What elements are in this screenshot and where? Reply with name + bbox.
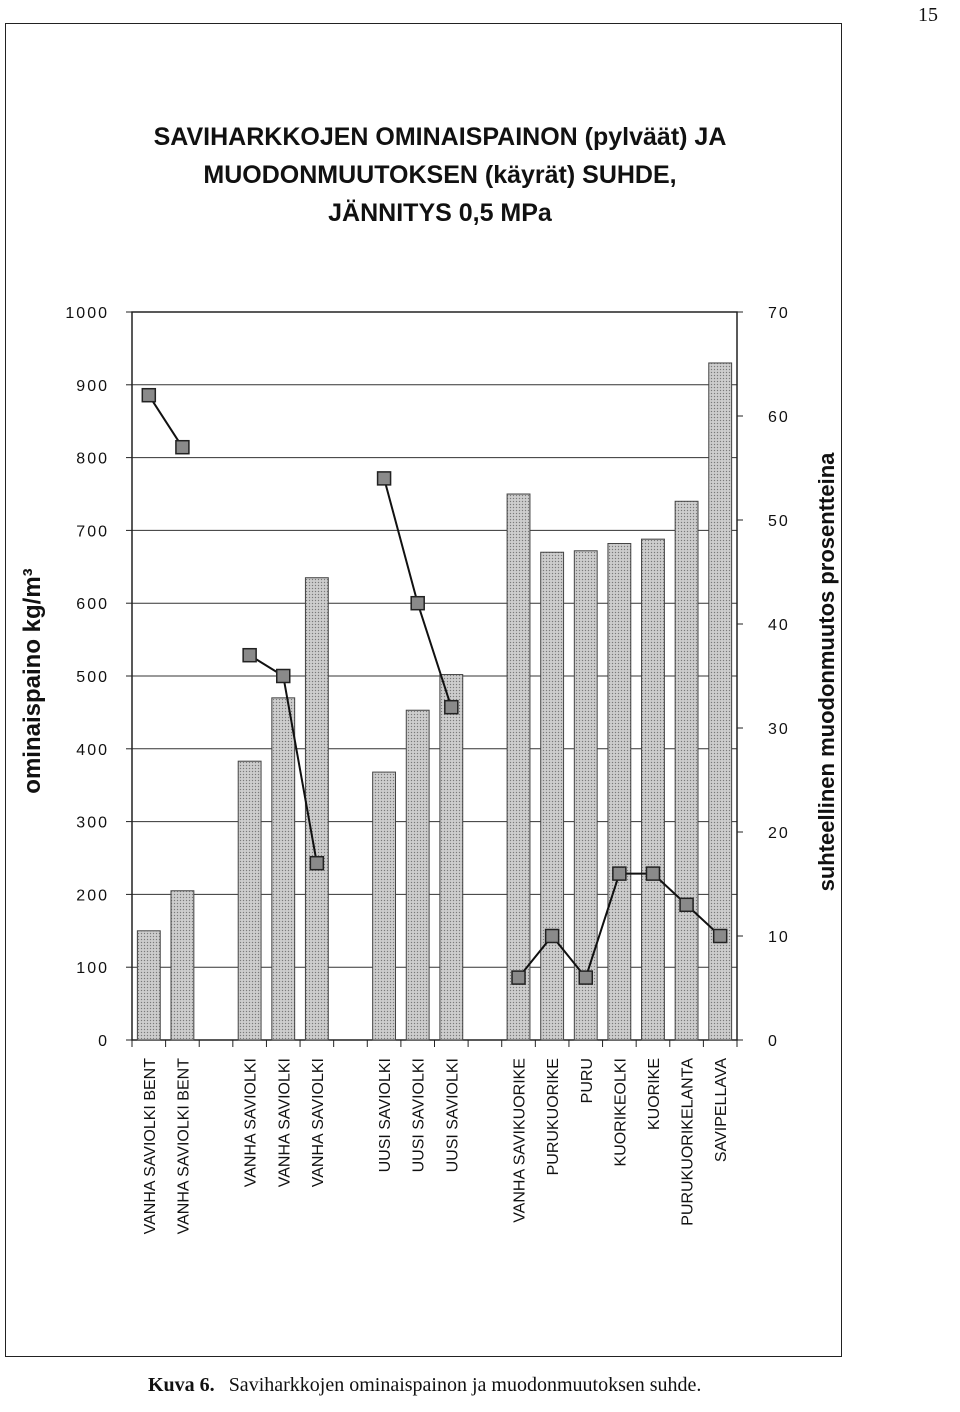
y2-tick-label: 70 (768, 305, 790, 322)
chart-title-line: JÄNNITYS 0,5 MPa (328, 199, 552, 227)
bar (507, 494, 530, 1040)
y-tick-label: 0 (98, 1033, 109, 1050)
y-tick-label: 800 (76, 450, 109, 468)
y-tick-label: 200 (76, 887, 109, 905)
y2-tick-label: 50 (768, 513, 790, 530)
bar (171, 891, 194, 1040)
x-tick-label: VANHA SAVIOLKI (242, 1058, 260, 1188)
series-line (384, 478, 451, 707)
line-marker (277, 670, 290, 683)
y2-tick-label: 40 (768, 617, 790, 634)
bar (272, 698, 295, 1040)
bar (238, 761, 261, 1040)
bar (137, 931, 160, 1040)
bar (440, 675, 463, 1040)
x-tick-label: VANHA SAVIOLKI (276, 1058, 294, 1188)
bar (608, 544, 631, 1040)
bar (642, 539, 665, 1040)
line-marker (613, 867, 626, 880)
y2-tick-label: 30 (768, 721, 790, 738)
x-tick-label: KUORIKEOLKI (612, 1058, 630, 1167)
chart-title-line: SAVIHARKKOJEN OMINAISPAINON (pylväät) JA (153, 123, 727, 151)
bar (675, 501, 698, 1040)
y-axis-label: ominaispaino kg/m³ (19, 568, 46, 794)
y-tick-label: 700 (76, 523, 109, 541)
y2-axis-label: suhteellinen muodonmuutos prosentteina (814, 452, 839, 892)
x-tick-label: KUORIKE (645, 1058, 663, 1131)
y-tick-label: 100 (76, 960, 109, 978)
line-marker (512, 971, 525, 984)
y2-tick-label: 60 (768, 409, 790, 426)
line-marker (142, 389, 155, 402)
x-tick-label: UUSI SAVIOLKI (444, 1058, 462, 1173)
page-number: 15 (918, 4, 938, 26)
x-tick-label: VANHA SAVIOLKI BENT (175, 1058, 193, 1235)
bar (406, 710, 429, 1040)
line-marker (176, 441, 189, 454)
y2-tick-label: 10 (768, 929, 790, 946)
y-tick-label: 400 (76, 741, 109, 759)
line-marker (445, 701, 458, 714)
figure-caption (148, 1374, 701, 1397)
x-tick-label: UUSI SAVIOLKI (410, 1058, 428, 1173)
y-tick-label: 300 (76, 814, 109, 832)
x-tick-label: VANHA SAVIKUORIKE (511, 1058, 529, 1223)
line-marker (378, 472, 391, 485)
y-tick-label: 1000 (65, 305, 109, 322)
x-tick-label: PURU (578, 1058, 596, 1104)
x-tick-label: PURUKUORIKELANTA (679, 1058, 697, 1226)
bar (541, 552, 564, 1040)
line-marker (243, 649, 256, 662)
caption-label: Kuva 6. (148, 1374, 215, 1396)
line-marker (714, 930, 727, 943)
chart-title-line: MUODONMUUTOKSEN (käyrät) SUHDE, (203, 161, 677, 189)
y-tick-label: 900 (76, 377, 109, 395)
line-marker (411, 597, 424, 610)
y-tick-label: 600 (76, 596, 109, 614)
y2-tick-label: 20 (768, 825, 790, 842)
bar (373, 772, 396, 1040)
x-tick-label: PURUKUORIKE (545, 1058, 563, 1176)
line-marker (546, 930, 559, 943)
line-marker (680, 898, 693, 911)
x-tick-label: VANHA SAVIOLKI (309, 1058, 327, 1188)
y-tick-label: 500 (76, 669, 109, 686)
line-marker (310, 857, 323, 870)
line-marker (579, 971, 592, 984)
bar (305, 578, 328, 1040)
y2-tick-label: 0 (768, 1033, 779, 1050)
caption-text: Saviharkkojen ominaispainon ja muodonmuutoksen suhde. (228, 1374, 702, 1396)
x-tick-label: SAVIPELLAVA (713, 1058, 731, 1163)
line-marker (646, 867, 659, 880)
series-line (149, 395, 183, 447)
x-tick-label: VANHA SAVIOLKI BENT (141, 1058, 159, 1235)
x-tick-label: UUSI SAVIOLKI (377, 1058, 395, 1173)
